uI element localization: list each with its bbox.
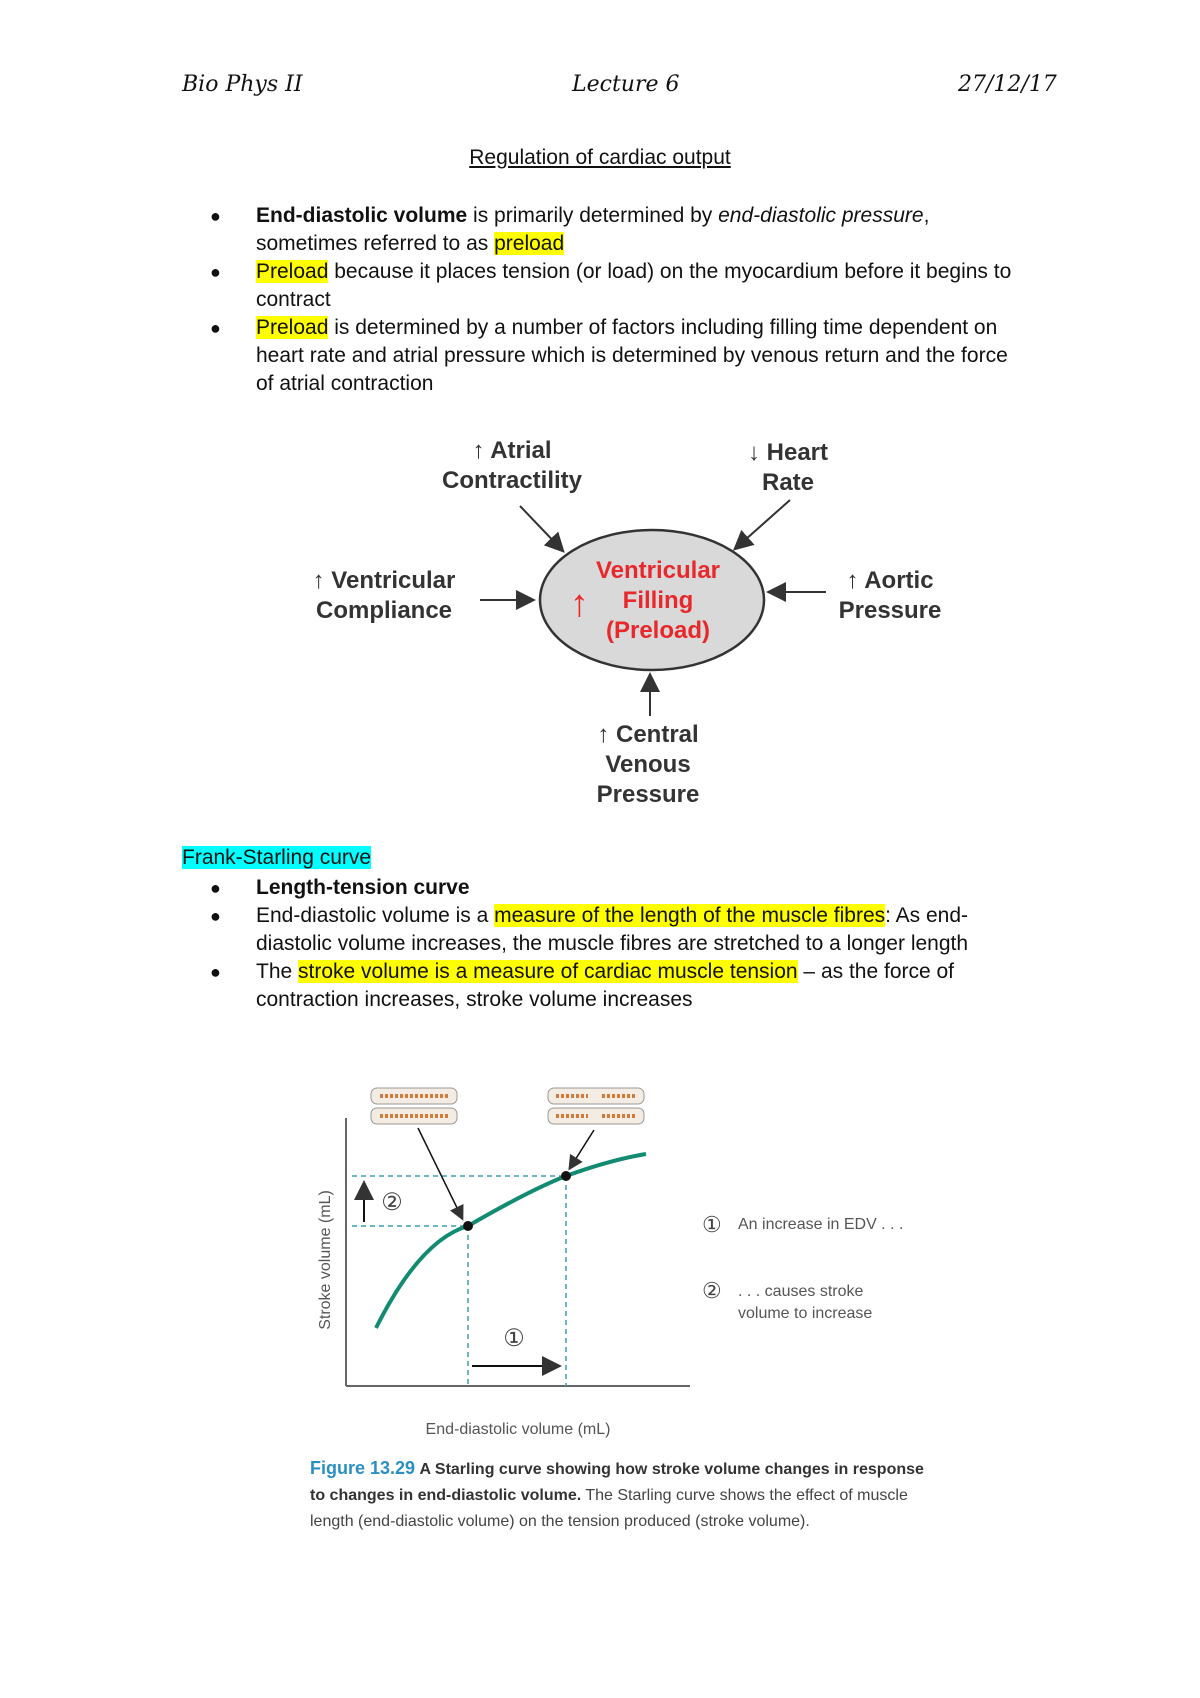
bullet-text-run: stroke volume is a measure of cardiac muscle tension <box>298 960 798 983</box>
bullet-item <box>210 202 1030 258</box>
venous-label-line3: Pressure <box>596 781 700 808</box>
venous-label-line1: ↑ Central <box>597 721 699 748</box>
figure-caption-rest: The Starling curve shows the effect of muscle length (end-diastolic volume) on the tension produced (stroke volume). <box>310 1487 908 1530</box>
legend-2-line1: . . . causes stroke <box>738 1283 864 1300</box>
ventricular-label-line1: ↑ Ventricular <box>312 567 456 594</box>
page-header <box>0 72 1200 102</box>
center-up-arrow: ↑ <box>570 583 589 625</box>
bullet-text-run: measure of the length of the muscle fibres <box>494 904 886 927</box>
pointer-arrow-low <box>418 1128 462 1218</box>
bullet-item <box>210 314 1030 398</box>
header-course: Bio Phys II <box>182 72 303 97</box>
bullet-text-run: : As end-diastolic volume increases, the muscle fibres are stretched to a longer length <box>256 904 969 955</box>
figure-caption <box>310 1455 930 1535</box>
marker-1: ① <box>503 1325 525 1352</box>
page-title: Regulation of cardiac output <box>469 146 731 169</box>
curve-point-high <box>561 1171 571 1181</box>
heart-arrow <box>736 500 790 548</box>
figure-caption-lead: A Starling curve showing how stroke volume changes in response to changes in end-diastolic volume. <box>310 1461 924 1504</box>
ventricular-label-line2: Compliance <box>315 597 453 624</box>
heart-label-line2: Rate <box>761 469 815 496</box>
bullet-text-run: is determined by a number of factors including filling time dependent on heart rate and atrial pressure which is determined by venous return and the force of atrial contraction <box>256 316 1008 395</box>
bullet-text-run: The <box>256 960 299 983</box>
legend-2-line2: volume to increase <box>738 1305 873 1322</box>
bullet-item <box>210 874 1030 902</box>
bullet-dot-icon: ● <box>210 906 221 926</box>
marker-2: ② <box>381 1189 403 1216</box>
bullet-item <box>210 958 1030 1014</box>
legend-1-marker: ① <box>702 1212 722 1237</box>
starling-curve <box>376 1154 646 1328</box>
preload-bullet-list <box>210 202 1030 398</box>
atrial-label-line1: ↑ Atrial <box>472 437 552 464</box>
bullet-text-run: end-diastolic pressure <box>718 204 924 227</box>
bullet-dot-icon: ● <box>210 206 221 226</box>
curve-point-low <box>463 1221 473 1231</box>
legend-2-marker: ② <box>702 1278 722 1303</box>
starling-figure <box>0 1070 1200 1460</box>
aortic-label-line1: ↑ Aortic <box>846 567 934 594</box>
sarcomere-stretched-icon <box>548 1088 644 1124</box>
sarcomere-short-icon <box>371 1088 457 1124</box>
heart-label-line1: ↓ Heart <box>747 439 829 466</box>
bullet-text-run: because it places tension (or load) on the myocardium before it begins to contract <box>256 260 1012 311</box>
y-axis-label: Stroke volume (mL) <box>317 1190 334 1330</box>
aortic-label-line2: Pressure <box>838 597 942 624</box>
frank-starling-heading-text: Frank-Starling curve <box>182 846 372 869</box>
bullet-text-run: preload <box>494 232 565 255</box>
bullet-item <box>210 902 1030 958</box>
frank-starling-heading <box>182 846 371 870</box>
atrial-label-line2: Contractility <box>441 467 583 494</box>
header-date: 27/12/17 <box>958 72 1057 97</box>
figure-number: Figure 13.29 <box>310 1458 416 1478</box>
bullet-text-run: – as the force of contraction increases, stroke volume increases <box>256 960 955 1011</box>
bullet-dot-icon: ● <box>210 262 221 282</box>
center-label-line1: Ventricular <box>595 557 721 584</box>
atrial-arrow <box>520 506 562 550</box>
bullet-text-run: Preload <box>256 260 329 283</box>
legend-1-text: An increase in EDV . . . <box>738 1216 904 1233</box>
x-axis-label: End-diastolic volume (mL) <box>425 1421 611 1438</box>
pointer-arrow-high <box>570 1130 594 1168</box>
header-lecture: Lecture 6 <box>572 72 680 97</box>
bullet-text-run: End-diastolic volume <box>256 204 468 227</box>
bullet-item <box>210 258 1030 314</box>
center-label-line3: (Preload) <box>605 617 711 644</box>
bullet-dot-icon: ● <box>210 962 221 982</box>
bullet-dot-icon: ● <box>210 318 221 338</box>
bullet-dot-icon: ● <box>210 878 221 898</box>
bullet-text-run: , sometimes referred to as <box>256 204 930 255</box>
bullet-text-run: Length-tension curve <box>256 876 470 899</box>
frank-starling-bullet-list <box>210 874 1030 1014</box>
preload-diagram <box>0 428 1200 818</box>
venous-label-line2: Venous <box>605 751 691 778</box>
center-label-line2: Filling <box>622 587 694 614</box>
bullet-text-run: Preload <box>256 316 329 339</box>
bullet-text-run: is primarily determined by <box>467 204 719 227</box>
bullet-text-run: End-diastolic volume is a <box>256 904 495 927</box>
